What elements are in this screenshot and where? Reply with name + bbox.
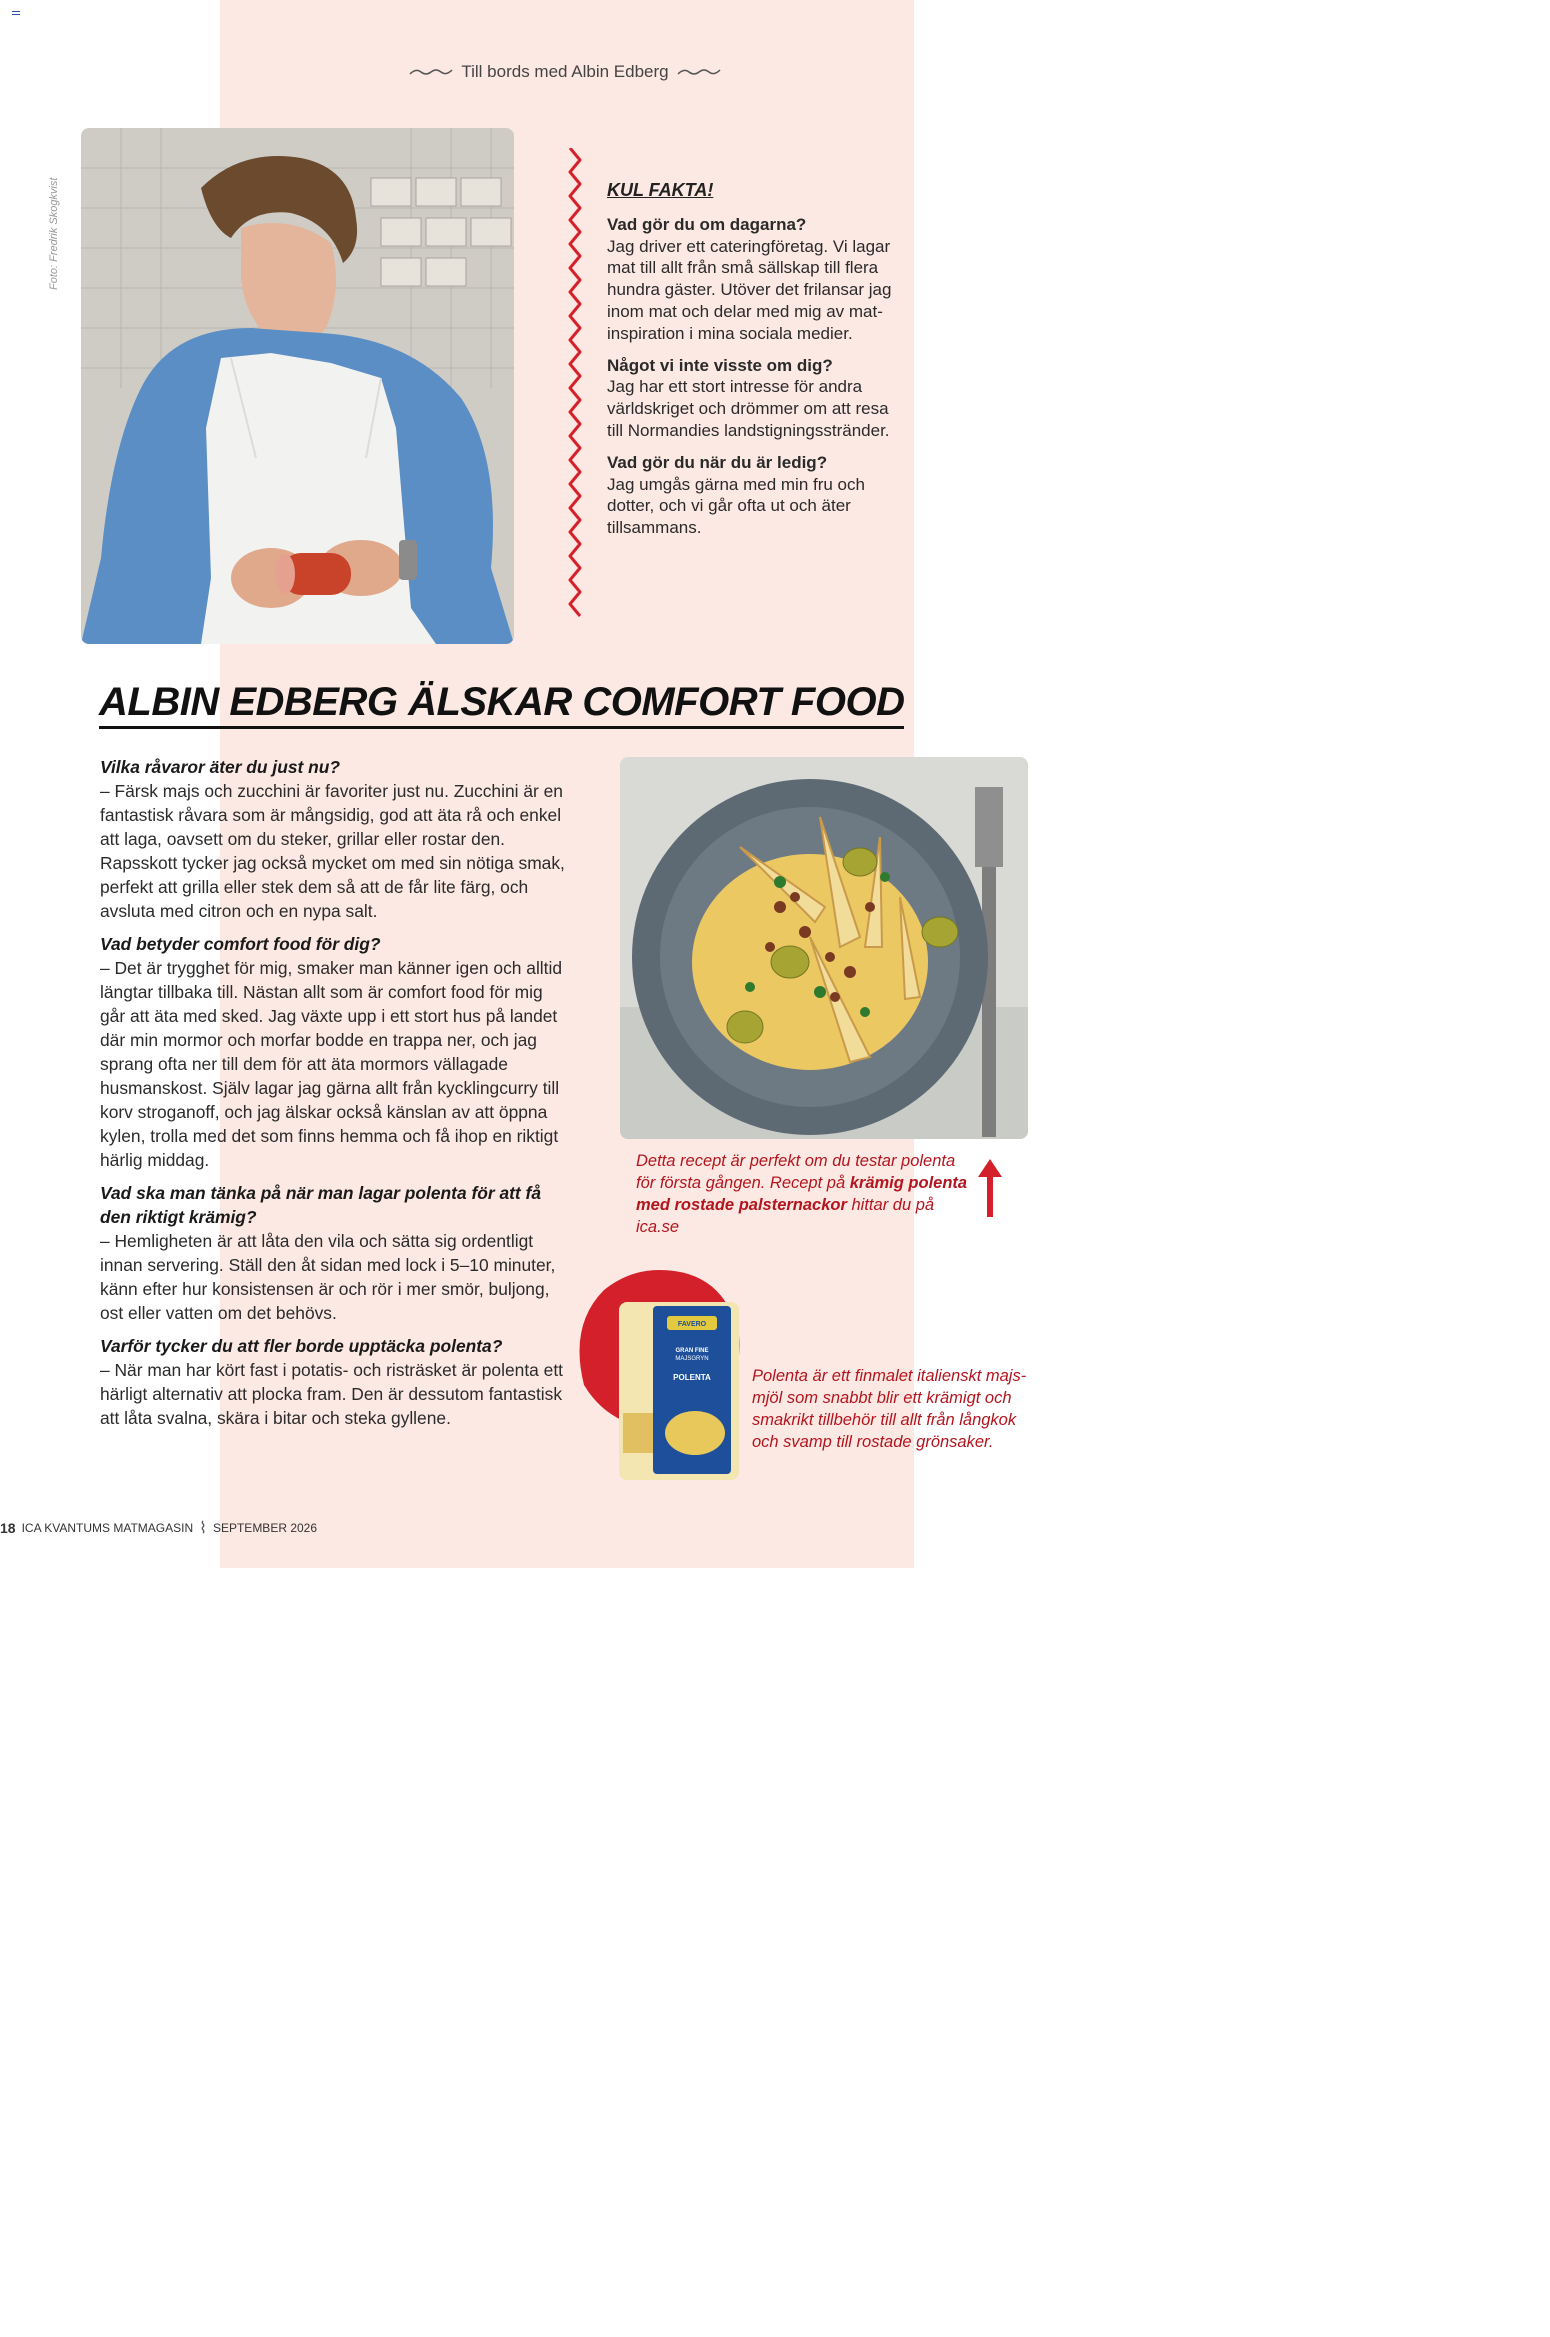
fact-question: Något vi inte visste om dig? bbox=[607, 355, 833, 375]
fact-answer: Jag driver ett cateringföretag. Vi lagar mat till allt från små sällskap till flera hundra gäster. Utöver det frilansar jag inom mat och delar med mig av matinspiration i mina sociala medier. bbox=[607, 236, 892, 343]
interview-question: Varför tycker du att fler borde upptäcka polenta? bbox=[100, 1336, 503, 1356]
interview-question: Vad ska man tänka på när man lagar polenta för att få den riktigt krämig? bbox=[100, 1183, 542, 1227]
package-brand: FAVERO bbox=[677, 1321, 707, 1328]
section-header bbox=[405, 58, 725, 86]
arrow-up-icon bbox=[975, 1155, 1005, 1219]
interview-question: Vad betyder comfort food för dig? bbox=[100, 934, 381, 954]
fact-question: Vad gör du om dagarna? bbox=[607, 214, 807, 234]
page-number: 18 bbox=[0, 1520, 16, 1536]
chef-portrait-photo bbox=[81, 128, 514, 644]
page-footer bbox=[0, 1518, 317, 1538]
fun-facts-box bbox=[607, 180, 897, 549]
magazine-name: ICA KVANTUMS MATMAGASIN bbox=[21, 1521, 194, 1535]
photo-credit: Foto: Fredrik Skogkvist bbox=[48, 177, 60, 290]
recipe-caption-text: Detta recept är perfekt om du testar polenta för första gången. Recept på bbox=[636, 1152, 956, 1192]
zigzag-divider bbox=[560, 148, 590, 618]
interview-body bbox=[100, 755, 570, 1439]
recipe-caption-bold[interactable]: krämig polenta med rostade palsternackor bbox=[636, 1174, 968, 1214]
fact-question: Vad gör du när du är ledig? bbox=[607, 452, 828, 472]
interview-answer: – När man har kört fast i potatis- och risträsket är polenta ett härligt alternativ att plocka fram. Den är dessutom fantastisk att låta svalna, skära i bitar och steka gyllene. bbox=[100, 1360, 563, 1428]
polenta-caption: Polenta är ett finmalet italienskt majsmjöl som snabbt blir ett krämigt och smakrikt tillbehör till allt från långkok och svamp till rostade grönsaker. bbox=[752, 1367, 1027, 1451]
recipe-caption bbox=[636, 1150, 976, 1238]
issue-date: SEPTEMBER 2026 bbox=[212, 1521, 318, 1535]
wave-ornament-icon bbox=[677, 65, 721, 79]
brace-divider-icon: ⌇ bbox=[199, 1520, 207, 1537]
polenta-dish-photo bbox=[620, 757, 1028, 1139]
interview-answer: – Det är trygghet för mig, smaker man känner igen och alltid längtar tillbaka till. Nästan allt som är comfort food för mig går att äta med sked. Jag växte upp i ett stort hus på landet där min mormor och morfar bodde en trappa ner, och jag sprang ofta ner till dem för att äta mormors vällagade husmanskost. Själv lagar jag gärna allt från kycklingcurry till korv stroganoff, och jag älskar också känslan av att öppna kylen, trolla med det som finns hemma och få ihop en riktigt härlig middag. bbox=[100, 958, 563, 1170]
fact-answer: Jag har ett stort intresse för andra världskriget och drömmer om att resa till Normandies landstigningsstränder. bbox=[607, 377, 890, 440]
fact-answer: Jag umgås gärna med min fru och dotter, och vi går ofta ut och äter tillsammans. bbox=[607, 474, 865, 538]
interview-answer: – Färsk majs och zucchini är favoriter just nu. Zucchini är en fantastisk råvara som är mångsidig, god att äta rå och enkel att laga, oavsett om du steker, grillar eller rostar den. Rapsskott tycker jag också mycket om med sin nötiga smak, perfekt att grilla eller stek dem så att de får lite färg, och avsluta med citron och en nypa salt. bbox=[100, 781, 565, 921]
package-line2: MAJSGRYN bbox=[675, 1356, 709, 1362]
package-product-name: POLENTA bbox=[673, 1373, 711, 1382]
fun-facts-heading: KUL FAKTA! bbox=[607, 180, 714, 200]
wave-ornament-icon bbox=[409, 65, 453, 79]
interview-answer: – Hemligheten är att låta den vila och sätta sig ordentligt innan servering. Ställ den åt sidan med lock i 5–10 minuter, känn efter hur konsistensen är och rör i mer smör, buljong, ost eller vatten om det behövs. bbox=[100, 1231, 556, 1323]
interview-question: Vilka råvaror äter du just nu? bbox=[100, 757, 340, 777]
menu-icon[interactable] bbox=[12, 11, 20, 17]
recipe-caption-text: hittar du på ica.se bbox=[636, 1196, 935, 1236]
article-headline: ALBIN EDBERG ÄLSKAR COMFORT FOOD bbox=[99, 680, 904, 729]
section-title: Till bords med Albin Edberg bbox=[461, 62, 669, 81]
polenta-package-image bbox=[615, 1298, 743, 1484]
package-line1: GRAN FINE bbox=[675, 1348, 709, 1354]
